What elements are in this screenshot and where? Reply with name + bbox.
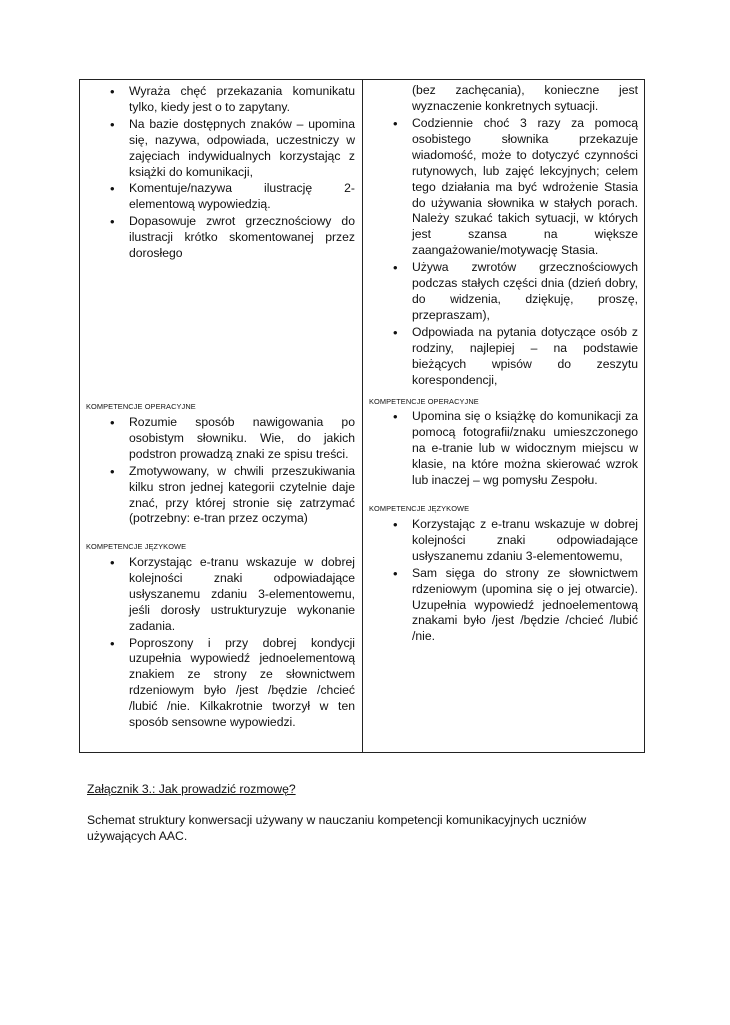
left-column	[80, 80, 363, 752]
list-item: • Komentuje/nazywa ilustrację 2-elementową wypowiedzią.	[129, 181, 355, 213]
list-item: • Rozumie sposób nawigowania po osobistym słowniku. Wie, do jakich podstron prowadzą znaki ze spisu treści.	[129, 415, 355, 463]
list-item: • Dopasowuje zwrot grzecznościowy do ilustracji krótko skomentowanej przez dorosłego	[129, 214, 355, 262]
left-language-list	[129, 555, 355, 731]
competency-table	[79, 79, 645, 753]
list-item: • Korzystając z e-tranu wskazuje w dobrej kolejności znaki odpowiadające usłyszanemu zdaniu 3-elementowemu,	[412, 517, 638, 565]
right-continuation-text: (bez zachęcania), konieczne jest wyznaczenie konkretnych sytuacji.	[412, 83, 638, 113]
list-item: • Sam sięga do strony ze słownictwem rdzeniowym (upomina się o jej otwarcie). Uzupełnia wypowiedź jednoelementową znakami było /jest /będzie /chcieć /lubić /nie.	[412, 566, 638, 646]
right-language-heading: KOMPETENCJE JĘZYKOWE	[369, 504, 470, 513]
right-column	[363, 80, 644, 752]
list-item: • Poproszony i przy dobrej kondycji uzupełnia wypowiedź jednoelementową znakiem ze strony ze słownictwem rdzeniowym było /jest /będzie /chcieć /lubić /nie. Kilkakrotnie tworzył w ten sposób sensowne wypowiedzi.	[129, 636, 355, 731]
list-item: • Używa zwrotów grzecznościowych podczas stałych części dnia (dzień dobry, do widzenia, dziękuję, proszę, przepraszam),	[412, 260, 638, 324]
list-item: • Upomina się o książkę do komunikacji za pomocą fotografii/znaku umieszczonego na e-tranie lub w widocznym miejscu w klasie, na które można skierować wzrok lub inaczej – wg pomysłu Zespołu.	[412, 409, 638, 489]
list-item: • Codziennie choć 3 razy za pomocą osobistego słownika przekazuje wiadomość, może to dotyczyć czynności rutynowych, lub zajęć lekcyjnych; celem tego działania ma być wdrożenie Stasia do używania słownika w stałych porach. Należy szukać takich sytuacji, w których jest szansa na większe zaangażowanie/motywację Stasia.	[412, 116, 638, 259]
left-language-heading: KOMPETENCJE JĘZYKOWE	[86, 542, 187, 551]
annex-title: Załącznik 3.: Jak prowadzić rozmowę?	[87, 782, 296, 796]
annex-description: Schemat struktury konwersacji używany w nauczaniu kompetencji komunikacyjnych uczniów używających AAC.	[87, 813, 587, 843]
left-top-list	[129, 84, 355, 262]
right-top-list	[412, 116, 638, 388]
list-item: • Korzystając e-tranu wskazuje w dobrej kolejności znaki odpowiadające usłyszanemu zdaniu 3-elementowemu, jeśli dorosły ustrukturyzuje wykonanie zadania.	[129, 555, 355, 635]
right-operational-heading: KOMPETENCJE OPERACYJNE	[369, 397, 479, 406]
left-operational-list	[129, 415, 355, 527]
list-item: • Wyraża chęć przekazania komunikatu tylko, kiedy jest o to zapytany.	[129, 84, 355, 116]
left-operational-heading: KOMPETENCJE OPERACYJNE	[86, 402, 196, 411]
right-language-list	[412, 517, 638, 645]
right-operational-list	[412, 409, 638, 489]
list-item: • Zmotywowany, w chwili przeszukiwania kilku stron jednej kategorii czytelnie daje znać, przy której stronie się zatrzymać (potrzebny: e-tran przez oczyma)	[129, 464, 355, 528]
list-item: • Odpowiada na pytania dotyczące osób z rodziny, najlepiej – na podstawie bieżących wpisów do zeszytu korespondencji,	[412, 325, 638, 389]
list-item: • Na bazie dostępnych znaków – upomina się, nazywa, odpowiada, uczestniczy w zajęciach indywidualnych korzystając z książki do komunikacji,	[129, 117, 355, 181]
